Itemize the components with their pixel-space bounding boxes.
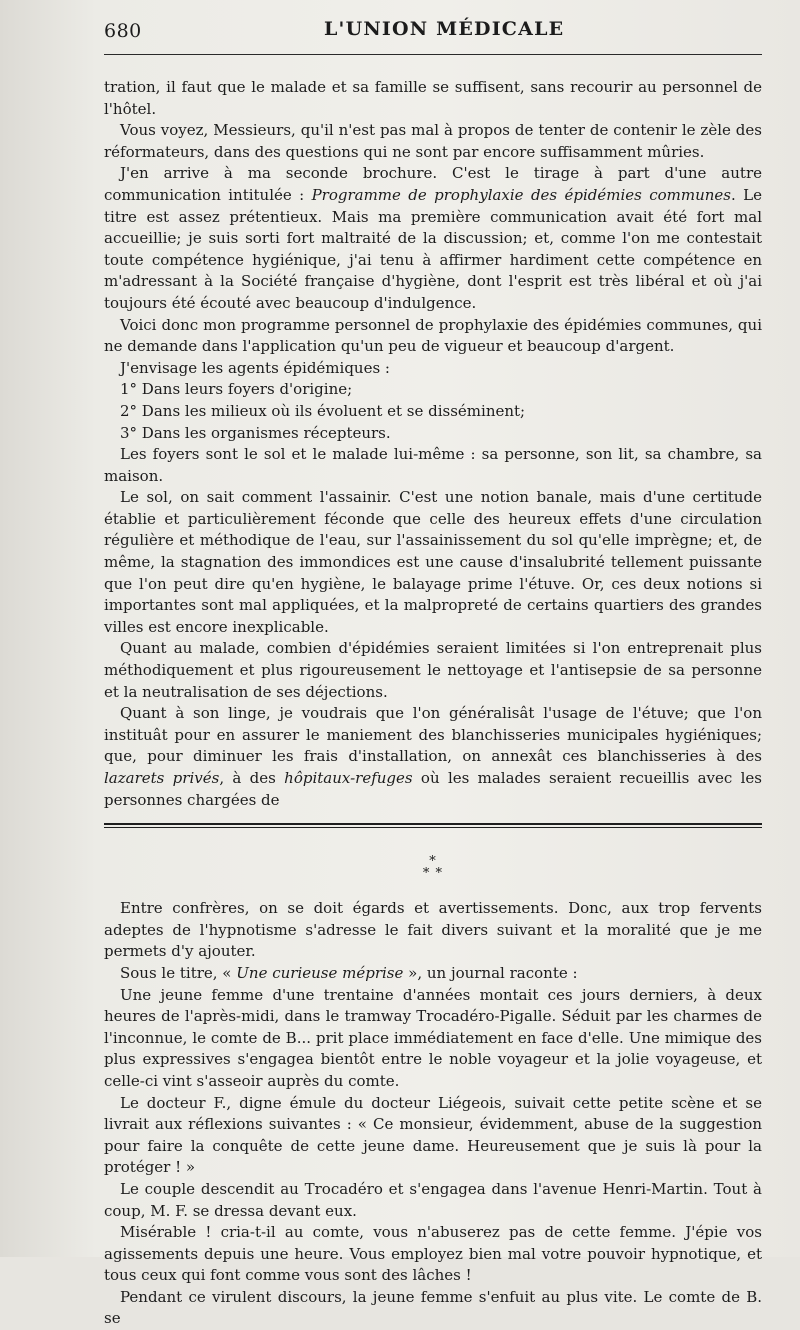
paragraph: Voici donc mon programme personnel de prophylaxie des épidémies communes, qui ne demande dans l'application qu'un peu de vigueur et beaucoup d'argent. — [104, 315, 762, 356]
brochure-title: Programme de prophylaxie des épidémies communes — [311, 185, 732, 204]
paragraph: J'envisage les agents épidémiques : — [120, 358, 390, 377]
header-rule — [104, 54, 762, 55]
section-prophylaxie — [104, 50, 762, 811]
paragraph-text: J'en arrive à ma seconde brochure. C'est le tirage à part d'une autre communication intitulée : — [104, 164, 762, 204]
paragraph: Le sol, on sait comment l'assainir. C'est une notion banale, mais d'une certitude établie et particulièrement féconde que celle des heureux effets d'une circulation régulière et méthodique de l'eau, sur l'assainissement du sol qu'elle imprègne; et, de même, la stagnation des immondices est une cause d'insalubrité tellement puissante que l'on peut dire qu'en hygiène, le balayage prime l'étuve. Or, ces deux notions si importantes sont mal appliquées, et la malpropreté de certains quartiers des grandes villes est encore inexplicable. — [104, 488, 762, 636]
paragraph: Entre confrères, on se doit égards et avertissements. Donc, aux trop fervents adeptes de l'hypnotisme s'adresse le fait divers suivant et la moralité que je me permets d'y ajouter. — [104, 899, 762, 961]
page-number: 680 — [104, 20, 142, 42]
section-divider — [104, 823, 762, 828]
journal-title: L'UNION MÉDICALE — [324, 18, 565, 40]
paragraph: Les foyers sont le sol et le malade lui-même : sa personne, son lit, sa chambre, sa maison. — [104, 445, 762, 485]
paragraph: Pendant ce virulent discours, la jeune femme s'enfuit au plus vite. Le comte de B. se — [104, 1287, 762, 1328]
paragraph — [104, 163, 762, 314]
italic-term: lazarets privés — [104, 769, 220, 787]
paragraph-text: Sous le titre, « — [120, 963, 237, 982]
paragraph: Vous voyez, Messieurs, qu'il n'est pas mal à propos de tenter de contenir le zèle des réformateurs, dans des questions qui ne sont par encore suffisamment mûries. — [104, 121, 762, 161]
italic-term: hôpitaux-refuges — [284, 769, 413, 787]
paragraph-text: », un journal raconte : — [403, 963, 578, 982]
paragraph: tration, il faut que le malade et sa famille se suffisent, sans recourir au personnel de l'hôtel. — [104, 78, 762, 118]
article-title: Une curieuse méprise — [236, 963, 404, 982]
paragraph — [104, 703, 762, 811]
asterism-top: * — [429, 854, 437, 870]
page-header — [104, 0, 762, 50]
paragraph — [104, 963, 762, 985]
paragraph-text: Quant à son linge, je voudrais que l'on généralisât l'usage de l'étuve; que l'on instituât pour en assurer le maniement des blanchisseries municipales hygiéniques; que, pour diminuer les frais d'installation, on annexât ces blanchisseries à des — [104, 704, 762, 766]
list-item: 2° Dans les milieux où ils évoluent et se disséminent; — [120, 401, 526, 420]
paragraph-text: , à des — [219, 769, 285, 787]
paragraph: Le docteur F., digne émule du docteur Liégeois, suivait cette petite scène et se livrait aux réflexions suivantes : « Ce monsieur, évidemment, abuse de la suggestion pour faire la conquête de cette jeune dame. Heureusement que je suis là pour la protéger ! » — [104, 1093, 762, 1177]
paragraph: Misérable ! cria-t-il au comte, vous n'abuserez pas de cette femme. J'épie vos agissements depuis une heure. Vous employez bien mal votre pouvoir hypnotique, et tous ceux qui font comme vous sont des lâches ! — [104, 1223, 762, 1285]
section-hypnotisme — [104, 898, 762, 1330]
list-item: 1° Dans leurs foyers d'origine; — [120, 380, 353, 399]
list-item: 3° Dans les organismes récepteurs. — [120, 423, 391, 442]
paragraph: Quant au malade, combien d'épidémies seraient limitées si l'on entreprenait plus méthodiquement et plus rigoureusement le nettoyage et l'antisepsie de sa personne et la neutralisation de ses déjections. — [104, 639, 762, 701]
paragraph: Le couple descendit au Trocadéro et s'engagea dans l'avenue Henri-Martin. Tout à coup, M. F. se dressa devant eux. — [104, 1179, 762, 1220]
paragraph-text: où les malades seraient recueillis avec les personnes chargées de — [104, 769, 763, 809]
paragraph: Une jeune femme d'une trentaine d'années montait ces jours derniers, à deux heures de l'après-midi, dans le tramway Trocadéro-Pigalle. Séduit par les charmes de l'inconnue, le comte de B... prit place immédiatement en face d'elle. Une mimique des plus expressives s'engagea bientôt entre le noble voyageur et la jolie voyageuse, et celle-ci vint s'asseoir auprès du comte. — [104, 985, 762, 1090]
paragraph-text: . Le titre est assez prétentieux. Mais ma première communication avait été fort mal accueillie; je suis sorti fort maltraité de la discussion; et, comme l'on me contestait toute compétence hygiénique, j'ai tenu à affirmer hardiment cette compétence en m'adressant à la Société française d'hygiène, dont l'esprit est très libéral et où j'ai toujours été écouté avec beaucoup d'indulgence. — [104, 185, 763, 312]
asterism — [104, 856, 762, 880]
asterism-bottom: * * — [422, 866, 444, 882]
